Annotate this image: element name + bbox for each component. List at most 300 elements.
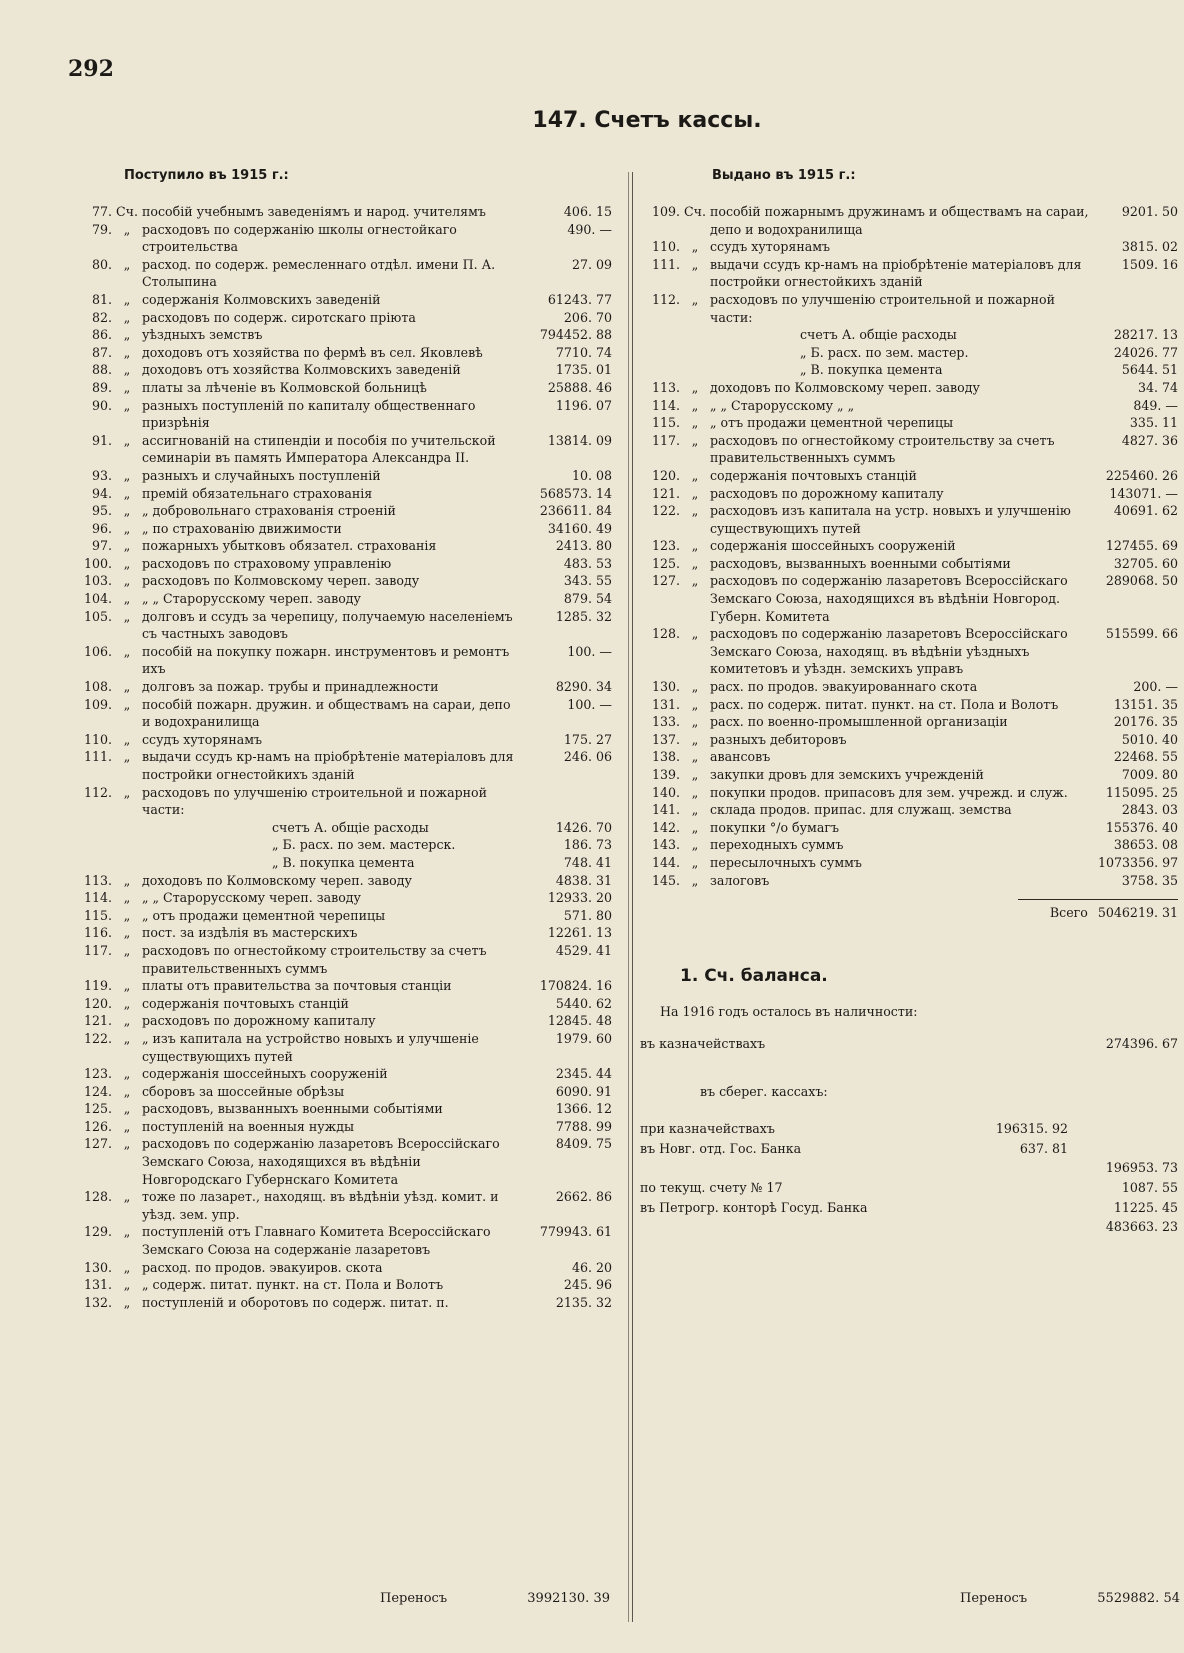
entry-description — [710, 326, 1098, 344]
entry-amount: 748. 41 — [563, 854, 612, 870]
entry-amount: 343. 55 — [563, 573, 612, 589]
entry-number: 87. — [91, 344, 112, 360]
entry-text: расходовъ по содержанію лазаретовъ Всероссійскаго Земскаго Союза, находящихся въ вѣдѣніи Новгород. Губерн. Комитета — [710, 573, 1068, 624]
entry-number: 110. — [651, 239, 680, 255]
entry-description — [710, 467, 1098, 485]
left-carry — [380, 1591, 610, 1606]
entry-description — [710, 555, 1098, 573]
entry-number: 89. — [91, 379, 112, 395]
entry-number: 114. — [651, 397, 680, 413]
entry-number: 125. — [83, 1101, 112, 1117]
entry-text: выдачи ссудъ кр-намъ на пріобрѣтеніе матеріаловъ для постройки огнестойкихъ зданій — [142, 749, 514, 782]
payments-row — [640, 801, 1178, 819]
entry-amount: 1979. 60 — [555, 1030, 612, 1046]
entry-text: „ В. покупка цемента — [272, 854, 415, 870]
entry-text: „ изъ капитала на устройство новыхъ и улучшеніе существующихъ путей — [142, 1030, 479, 1064]
entry-number: 105. — [83, 608, 112, 624]
entry-amount: 779943. 61 — [539, 1224, 612, 1240]
balance-rows — [640, 1120, 1178, 1236]
entry-amount: 155376. 40 — [1105, 819, 1178, 835]
entry-description — [142, 1294, 518, 1312]
entry-amount: 206. 70 — [563, 309, 612, 325]
entry-number: 116. — [83, 925, 112, 941]
receipts-row — [72, 819, 612, 837]
entry-number: 123. — [83, 1066, 112, 1082]
balance-line-label: въ Петрогр. конторѣ Госуд. Банка — [640, 1199, 868, 1215]
entry-amount: 170824. 16 — [539, 978, 612, 994]
entry-prefix: „ — [123, 1224, 131, 1240]
entry-number: 144. — [651, 854, 680, 870]
entry-description — [710, 379, 1098, 397]
entry-amount: 7710. 74 — [555, 344, 612, 360]
entry-description — [710, 766, 1098, 784]
receipts-row — [72, 555, 612, 573]
entry-text: расходовъ по дорожному капиталу — [142, 1013, 376, 1029]
entry-text: „ В. покупка цемента — [800, 362, 943, 378]
entry-prefix: „ — [691, 555, 699, 571]
entry-text: расходовъ, вызванныхъ военными событіями — [710, 555, 1011, 571]
entry-number: 114. — [83, 890, 112, 906]
entry-prefix: „ — [691, 626, 699, 642]
entry-prefix: „ — [123, 1030, 131, 1046]
entry-text: расход. по продов. эвакуиров. скота — [142, 1259, 383, 1275]
entry-amount: 225460. 26 — [1105, 467, 1178, 483]
receipts-row — [72, 537, 612, 555]
entry-text: расходовъ изъ капитала на устр. новыхъ и улучшенію существующихъ путей — [710, 503, 1071, 536]
entry-prefix: „ — [691, 696, 699, 712]
payments-row — [640, 467, 1178, 485]
column-divider — [632, 172, 633, 1622]
entry-text: расх. по содерж. питат. пункт. на ст. Пола и Волотъ — [710, 696, 1059, 712]
entry-number — [72, 819, 112, 837]
receipts-row — [72, 836, 612, 854]
balance-treasury — [640, 1035, 1178, 1053]
balance-line — [640, 1218, 1178, 1236]
entry-description — [142, 784, 518, 819]
balance-line-sum — [1068, 1120, 1178, 1138]
entry-text: пособій пожарн. дружин. и обществамъ на сараи, депо и водохранилища — [142, 696, 511, 730]
entry-description — [142, 590, 518, 608]
entry-prefix: „ — [123, 890, 131, 906]
entry-text: расходовъ по Колмовскому череп. заводу — [142, 573, 420, 589]
entry-prefix: „ — [123, 538, 131, 554]
payments-row — [640, 766, 1178, 784]
entry-number: 90. — [91, 397, 112, 413]
page-title: 147. Счетъ кассы. — [532, 108, 762, 133]
entry-text: доходовъ отъ хозяйства по фермѣ въ сел. Яковлевѣ — [142, 344, 483, 360]
entry-text: поступленій и оборотовъ по содерж. питат. п. — [142, 1294, 449, 1310]
entry-amount: 289068. 50 — [1105, 573, 1178, 589]
receipts-row — [72, 326, 612, 344]
entry-description — [142, 379, 518, 397]
entry-description — [142, 203, 518, 221]
entry-text: содержанія шоссейныхъ сооруженій — [710, 538, 956, 554]
entry-number: 80. — [91, 256, 112, 272]
entry-text: поступленій на военныя нужды — [142, 1118, 355, 1134]
payments-row — [640, 238, 1178, 256]
receipts-row — [72, 344, 612, 362]
entry-description — [142, 924, 518, 942]
entry-number: 131. — [83, 1277, 112, 1293]
balance-line-sub — [988, 1179, 1068, 1197]
entry-amount — [1098, 291, 1178, 326]
entry-amount: 406. 15 — [563, 204, 612, 219]
entry-description — [710, 361, 1098, 379]
entry-description — [142, 1012, 518, 1030]
receipts-row — [72, 590, 612, 608]
entry-description — [710, 344, 1098, 362]
entry-number: 143. — [651, 837, 680, 853]
entry-prefix — [112, 836, 142, 854]
entry-number: 132. — [83, 1294, 112, 1310]
entry-text: пост. за издѣлія въ мастерскихъ — [142, 925, 358, 941]
entry-description — [710, 731, 1098, 749]
entry-amount: 12845. 48 — [547, 1013, 612, 1029]
receipts-row — [72, 221, 612, 256]
payments-row — [640, 397, 1178, 415]
receipts-row — [72, 1118, 612, 1136]
entry-text: платы отъ правительства за почтовыя станціи — [142, 978, 452, 994]
entry-number: 117. — [83, 942, 112, 958]
entry-amount: 25888. 46 — [547, 379, 612, 395]
entry-amount: 8290. 34 — [555, 679, 612, 695]
entry-description — [142, 995, 518, 1013]
entry-description — [710, 238, 1098, 256]
entry-amount: 7788. 99 — [555, 1118, 612, 1134]
entry-description — [142, 1276, 518, 1294]
entry-text: залоговъ — [710, 872, 770, 888]
total-rule — [1018, 899, 1178, 900]
entry-number: 138. — [651, 749, 680, 765]
entry-description — [142, 608, 518, 643]
receipts-row — [72, 1030, 612, 1065]
entry-text: склада продов. припас. для служащ. земства — [710, 802, 1012, 818]
entry-text: доходовъ отъ хозяйства Колмовскихъ заведеній — [142, 362, 461, 378]
entry-number: 141. — [651, 802, 680, 818]
entry-description — [710, 291, 1098, 326]
entry-amount: 246. 06 — [563, 749, 612, 765]
entry-description — [142, 854, 518, 872]
receipts-header: Поступило въ 1915 г.: — [124, 168, 289, 183]
entry-description — [710, 872, 1098, 890]
entry-number: 120. — [651, 467, 680, 483]
entry-number: 109. — [651, 204, 680, 219]
receipts-row — [72, 696, 612, 731]
entry-prefix: „ — [123, 942, 131, 958]
entry-prefix: „ — [691, 256, 699, 272]
entry-amount: 100. — — [567, 696, 612, 712]
entry-prefix: „ — [691, 872, 699, 888]
entry-description — [710, 784, 1098, 802]
entry-number: 137. — [651, 731, 680, 747]
entry-amount: 175. 27 — [563, 731, 612, 747]
receipts-row — [72, 379, 612, 397]
entry-number — [640, 344, 680, 362]
entry-text: содержанія почтовыхъ станцій — [142, 995, 349, 1011]
entry-text: расх. по продов. эвакуированнаго скота — [710, 679, 978, 695]
entry-amount: 28217. 13 — [1113, 327, 1178, 343]
entry-number — [640, 361, 680, 379]
receipts-row — [72, 942, 612, 977]
entry-prefix: „ — [123, 1066, 131, 1082]
entry-description — [142, 485, 518, 503]
entry-prefix: „ — [123, 485, 131, 501]
entry-number: 127. — [651, 573, 680, 589]
entry-description — [142, 467, 518, 485]
entry-description — [142, 1100, 518, 1118]
balance-line-sum: 196953. 73 — [1105, 1160, 1178, 1176]
entry-text: расходовъ по содержанію лазаретовъ Всероссійскаго Земскаго Союза, находящ. въ вѣдѣніи уѣздныхъ комитетовъ и уѣздн. земскихъ управъ — [710, 626, 1068, 677]
entry-text: авансовъ — [710, 749, 771, 765]
payments-row — [640, 678, 1178, 696]
payments-row — [640, 572, 1178, 625]
page-number: 292 — [68, 56, 114, 82]
balance-line — [640, 1179, 1178, 1197]
entry-description — [142, 397, 518, 432]
entry-description — [710, 502, 1098, 537]
entry-number: 130. — [651, 679, 680, 695]
entry-amount: 4529. 41 — [555, 942, 612, 958]
entry-number: 121. — [83, 1013, 112, 1029]
payments-row — [640, 696, 1178, 714]
entry-number: 126. — [83, 1118, 112, 1134]
entry-amount: 9201. 50 — [1121, 204, 1178, 219]
right-carry — [960, 1591, 1180, 1606]
entry-number: 81. — [91, 291, 112, 307]
receipts-row — [72, 256, 612, 291]
entry-description — [142, 502, 518, 520]
entry-number: 115. — [651, 415, 680, 431]
entry-amount: 1285. 32 — [555, 608, 612, 624]
receipts-row — [72, 203, 612, 221]
entry-prefix: „ — [123, 608, 131, 624]
entry-description — [142, 520, 518, 538]
entry-amount: 4838. 31 — [555, 872, 612, 888]
entry-description — [710, 256, 1098, 291]
balance-line-sub: 637. 81 — [1019, 1140, 1068, 1156]
entry-prefix — [680, 344, 710, 362]
receipts-row — [72, 467, 612, 485]
entry-amount — [518, 784, 612, 819]
entry-description — [142, 1223, 518, 1258]
entry-number: 130. — [83, 1259, 112, 1275]
entry-prefix: „ — [123, 978, 131, 994]
entry-description — [142, 221, 518, 256]
entry-description — [710, 836, 1098, 854]
entry-prefix: „ — [123, 643, 131, 659]
entry-prefix: „ — [691, 397, 699, 413]
receipts-row — [72, 907, 612, 925]
entry-text: пособій на покупку пожарн. инструментовъ и ремонтъ ихъ — [142, 643, 510, 677]
entry-description — [710, 748, 1098, 766]
receipts-row — [72, 1012, 612, 1030]
total-label: Всего — [1049, 905, 1088, 921]
payments-total — [640, 904, 1178, 922]
entry-text: расходовъ по дорожному капиталу — [710, 485, 944, 501]
entry-number: 139. — [651, 767, 680, 782]
entry-description — [142, 872, 518, 890]
receipts-row — [72, 995, 612, 1013]
entry-prefix: „ — [123, 731, 131, 747]
entry-text: счетъ А. общіе расходы — [800, 327, 957, 343]
receipts-row — [72, 678, 612, 696]
entry-text: расходовъ по содержанію лазаретовъ Всероссійскаго Земскаго Союза, находящихся въ вѣдѣніи Новгородскаго Губернскаго Комитета — [142, 1136, 500, 1187]
entry-amount: 3815. 02 — [1121, 239, 1178, 255]
entry-amount: 20176. 35 — [1113, 714, 1178, 730]
entry-prefix: „ — [123, 379, 131, 395]
entry-prefix: „ — [691, 239, 699, 255]
entry-number: 119. — [83, 978, 112, 994]
payments-row — [640, 748, 1178, 766]
entry-prefix — [112, 854, 142, 872]
entry-description — [710, 572, 1098, 625]
entry-description — [710, 678, 1098, 696]
entry-amount: 1073356. 97 — [1098, 854, 1179, 870]
entry-description — [142, 291, 518, 309]
entry-description — [710, 414, 1098, 432]
entry-description — [142, 326, 518, 344]
entry-number: 109. — [83, 696, 112, 712]
entry-number: 127. — [83, 1136, 112, 1152]
entry-prefix: „ — [691, 503, 699, 519]
balance-savings-heading: въ сберег. кассахъ: — [700, 1083, 828, 1099]
entry-text: расходовъ по улучшенію строительной и пожарной части: — [142, 784, 488, 818]
entry-amount: 12261. 13 — [547, 925, 612, 941]
entry-number: 96. — [91, 520, 112, 536]
entry-prefix: „ — [123, 467, 131, 483]
entry-amount: 10. 08 — [571, 467, 612, 483]
entry-amount: 849. — — [1133, 397, 1178, 413]
entry-amount: 1735. 01 — [555, 362, 612, 378]
entry-amount: 8409. 75 — [555, 1136, 612, 1152]
entry-prefix: „ — [123, 344, 131, 360]
entry-text: содержанія шоссейныхъ сооруженій — [142, 1066, 388, 1082]
entry-number: 115. — [83, 907, 112, 923]
entry-description — [142, 1065, 518, 1083]
entry-number: 103. — [83, 573, 112, 589]
entry-prefix: „ — [123, 995, 131, 1011]
entry-text: долговъ и ссудъ за черепицу, получаемую населеніемъ съ частныхъ заводовъ — [142, 608, 513, 642]
entry-number: 122. — [651, 503, 680, 519]
entry-amount: 2662. 86 — [555, 1189, 612, 1205]
entry-description — [142, 836, 518, 854]
entry-prefix: „ — [123, 221, 131, 237]
receipts-row — [72, 1065, 612, 1083]
balance-line-sum: 483663. 23 — [1105, 1219, 1178, 1235]
entry-prefix: „ — [123, 591, 131, 607]
receipts-row — [72, 1083, 612, 1101]
entry-amount: 483. 53 — [563, 555, 612, 571]
entry-prefix: „ — [123, 256, 131, 272]
entry-text: счетъ А. общіе расходы — [272, 819, 429, 835]
entry-number: 112. — [83, 784, 112, 800]
payments-row — [640, 784, 1178, 802]
entry-number: 131. — [651, 696, 680, 712]
entry-amount: 100. — — [567, 643, 612, 659]
entry-amount: 200. — — [1133, 679, 1178, 695]
entry-prefix: „ — [691, 291, 699, 307]
payments-row — [640, 432, 1178, 467]
entry-amount: 13814. 09 — [547, 432, 612, 448]
payments-row — [640, 625, 1178, 678]
payments-rows — [640, 203, 1178, 889]
payments-row — [640, 819, 1178, 837]
entry-prefix: „ — [123, 1136, 131, 1152]
entry-amount: 40691. 62 — [1113, 503, 1178, 519]
entry-number: 95. — [91, 503, 112, 519]
entry-number: 128. — [83, 1189, 112, 1205]
entry-text: сборовъ за шоссейные обрѣзы — [142, 1083, 345, 1099]
entry-description — [710, 713, 1098, 731]
entry-number: 111. — [83, 749, 112, 765]
entry-prefix: „ — [123, 1189, 131, 1205]
balance-line — [640, 1159, 1178, 1177]
entry-text: „ добровольнаго страхованія строеній — [142, 503, 396, 519]
entry-amount: 571. 80 — [563, 907, 612, 923]
balance-treasury-value: 274396. 67 — [1105, 1035, 1178, 1051]
entry-prefix: „ — [123, 1083, 131, 1099]
balance-line-label — [640, 1159, 988, 1177]
entry-amount: 32705. 60 — [1113, 555, 1178, 571]
balance-line-sub — [988, 1159, 1068, 1177]
entry-number: 133. — [651, 714, 680, 730]
balance-line-sum: 11225. 45 — [1113, 1199, 1178, 1215]
entry-description — [142, 432, 518, 467]
entry-number: 97. — [91, 538, 112, 554]
entry-prefix: „ — [123, 291, 131, 307]
entry-description — [142, 819, 518, 837]
entry-amount: 236611. 84 — [539, 503, 612, 519]
receipts-row — [72, 1188, 612, 1223]
entry-amount: 186. 73 — [563, 837, 612, 853]
entry-prefix: Сч. — [684, 204, 706, 219]
entry-text: расходовъ по огнестойкому строительству за счетъ правительственныхъ суммъ — [142, 942, 487, 976]
entry-number — [72, 836, 112, 854]
entry-description — [710, 203, 1098, 238]
balance-line-label: по текущ. счету № 17 — [640, 1179, 783, 1195]
payments-row — [640, 361, 1178, 379]
entry-number: 122. — [83, 1030, 112, 1046]
entry-amount: 5440. 62 — [555, 995, 612, 1011]
receipts-row — [72, 485, 612, 503]
entry-number: 121. — [651, 485, 680, 501]
balance-intro: На 1916 годъ осталось въ наличности: — [660, 1004, 918, 1020]
receipts-row — [72, 1276, 612, 1294]
entry-amount: 1366. 12 — [555, 1101, 612, 1117]
payments-row — [640, 836, 1178, 854]
entry-text: „ „ Старорусскому череп. заводу — [142, 890, 361, 906]
receipts-row — [72, 924, 612, 942]
entry-amount: 515599. 66 — [1105, 626, 1178, 642]
entry-prefix: „ — [123, 1294, 131, 1310]
entry-description — [142, 361, 518, 379]
payments-row — [640, 256, 1178, 291]
entry-prefix — [680, 361, 710, 379]
receipts-column — [72, 203, 612, 1311]
balance-line-sum — [1068, 1140, 1178, 1158]
entry-number: 123. — [651, 538, 680, 554]
entry-amount: 12933. 20 — [547, 890, 612, 906]
entry-prefix: Сч. — [116, 204, 138, 219]
payments-row — [640, 502, 1178, 537]
entry-prefix: „ — [691, 837, 699, 853]
receipts-row — [72, 1100, 612, 1118]
entry-text: пожарныхъ убытковъ обязател. страхованія — [142, 538, 437, 554]
entry-description — [142, 696, 518, 731]
entry-prefix — [112, 819, 142, 837]
entry-description — [142, 256, 518, 291]
entry-prefix: „ — [123, 1118, 131, 1134]
